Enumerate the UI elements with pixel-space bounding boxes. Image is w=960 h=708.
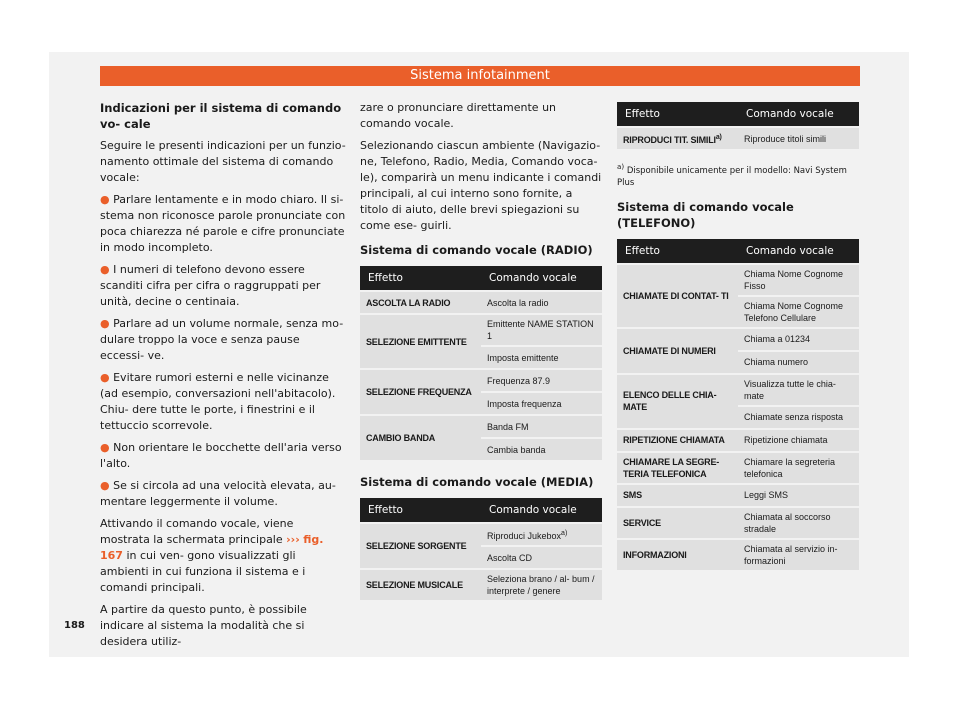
effect-cell bbox=[360, 570, 481, 600]
media-commands-table-continued bbox=[617, 100, 859, 151]
bullet-icon: ● bbox=[100, 193, 114, 206]
effect-cell bbox=[360, 292, 481, 313]
paragraph-text: Attivando il comando vocale, viene mostrata la schermata principale bbox=[100, 517, 294, 546]
paragraph: A partire da questo punto, è possibile indicare al sistema la modalità che si desidera utiliz- bbox=[100, 603, 307, 648]
effect-label: INFORMAZIONI bbox=[623, 549, 687, 560]
effect-label: CAMBIO BANDA bbox=[366, 433, 436, 443]
effect-cell bbox=[617, 430, 738, 451]
text-column-3 bbox=[617, 100, 859, 572]
page-header-title: Sistema infotainment bbox=[410, 68, 550, 83]
table-row bbox=[617, 329, 859, 350]
effect-cell bbox=[360, 416, 481, 460]
command-cell bbox=[481, 570, 602, 600]
command-text: Seleziona brano / al- bum / interprete / genere bbox=[487, 574, 595, 596]
section-heading: Indicazioni per il sistema di comando vo- cale bbox=[100, 101, 342, 131]
bullet-item bbox=[100, 262, 346, 310]
header-command: Comando vocale bbox=[738, 239, 859, 263]
command-cell bbox=[738, 508, 859, 538]
footnote bbox=[617, 161, 859, 189]
command-text: Chiama Nome Cognome Telefono Cellulare bbox=[744, 300, 844, 323]
table-row bbox=[617, 540, 859, 570]
command-text: Ascolta la radio bbox=[487, 297, 549, 308]
paragraph: Selezionando ciascun ambiente (Navigazio- ne, Telefono, Radio, Media, Comando voca- le), comparirà un menu indicante i comandi principali, al cui interno sono fornite, a titolo di aiuto, delle brevi spiegazioni su come ese- guirli. bbox=[360, 139, 602, 232]
effect-label: CHIAMATE DI NUMERI bbox=[623, 345, 716, 356]
table-header-row bbox=[617, 102, 859, 126]
command-text: Chiama a 01234 bbox=[744, 334, 811, 345]
command-text: Chiama numero bbox=[744, 357, 809, 368]
paragraph-text: in cui ven- gono visualizzati gli ambienti in cui funziona il sistema e i comandi principali. bbox=[100, 549, 306, 594]
command-text: Ascolta CD bbox=[487, 552, 533, 563]
command-cell bbox=[481, 370, 602, 391]
table-header-row bbox=[360, 266, 602, 290]
table-row bbox=[617, 485, 859, 506]
command-text: Chiamata al servizio in- formazioni bbox=[744, 543, 838, 566]
effect-label: SELEZIONE EMITTENTE bbox=[366, 336, 467, 347]
bullet-list bbox=[100, 192, 346, 510]
footnote-ref: a) bbox=[561, 529, 568, 537]
command-cell bbox=[738, 329, 859, 350]
radio-table-heading: Sistema di comando vocale (RADIO) bbox=[360, 243, 593, 257]
telefono-commands-table bbox=[617, 237, 859, 572]
page-number: 188 bbox=[64, 620, 85, 631]
effect-cell bbox=[617, 128, 738, 149]
header-effect: Effetto bbox=[360, 266, 481, 290]
media-table-heading: Sistema di comando vocale (MEDIA) bbox=[360, 475, 594, 489]
text-column-1 bbox=[100, 100, 346, 656]
effect-label: SELEZIONE SORGENTE bbox=[366, 541, 467, 551]
telefono-table-heading: Sistema di comando vocale (TELEFONO) bbox=[617, 199, 794, 230]
command-cell bbox=[738, 430, 859, 451]
effect-cell bbox=[360, 370, 481, 414]
bullet-item bbox=[100, 192, 346, 256]
command-text: Frequenza 87.9 bbox=[487, 375, 551, 386]
header-command: Comando vocale bbox=[481, 266, 602, 290]
table-row bbox=[617, 375, 859, 405]
table-row bbox=[617, 430, 859, 451]
effect-label: ASCOLTA LA RADIO bbox=[366, 297, 451, 308]
bullet-text: Non orientare le bocchette dell'aria verso l'alto. bbox=[100, 441, 342, 470]
command-cell bbox=[481, 524, 602, 545]
intro-paragraph: Seguire le presenti indicazioni per un funzio- namento ottimale del sistema di comando vocale: bbox=[100, 139, 346, 184]
paragraph bbox=[100, 516, 346, 596]
bullet-item bbox=[100, 440, 346, 472]
table-row bbox=[617, 265, 859, 295]
effect-label: SELEZIONE FREQUENZA bbox=[366, 387, 472, 397]
table-row bbox=[360, 315, 602, 345]
command-cell bbox=[738, 540, 859, 570]
command-cell bbox=[738, 128, 859, 149]
command-text: Ripetizione chiamata bbox=[744, 435, 828, 446]
command-text: Chiama Nome Cognome Fisso bbox=[744, 268, 844, 291]
effect-cell bbox=[617, 540, 738, 570]
command-cell bbox=[481, 292, 602, 313]
command-text: Emittente NAME STATION 1 bbox=[487, 319, 594, 341]
effect-label: CHIAMARE LA SEGRE- TERIA TELEFONICA bbox=[623, 456, 720, 479]
bullet-item bbox=[100, 478, 346, 510]
bullet-icon: ● bbox=[100, 479, 114, 492]
table-row bbox=[360, 416, 602, 437]
effect-label: RIPRODUCI TIT. SIMILI bbox=[623, 134, 716, 145]
effect-label: SELEZIONE MUSICALE bbox=[366, 580, 463, 590]
command-cell bbox=[738, 485, 859, 506]
command-text: Riproduci Jukebox bbox=[487, 530, 562, 541]
command-cell bbox=[738, 265, 859, 295]
command-text: Leggi SMS bbox=[744, 490, 789, 501]
header-effect: Effetto bbox=[617, 239, 738, 263]
bullet-icon: ● bbox=[100, 317, 114, 330]
header-command: Comando vocale bbox=[738, 102, 859, 126]
bullet-item bbox=[100, 370, 346, 434]
command-cell bbox=[481, 347, 602, 368]
table-row bbox=[360, 292, 602, 313]
radio-commands-table bbox=[360, 264, 602, 462]
table-header-row bbox=[360, 498, 602, 522]
effect-cell bbox=[360, 315, 481, 368]
footnote-mark: a) bbox=[617, 162, 625, 171]
command-cell bbox=[481, 439, 602, 460]
command-cell bbox=[481, 315, 602, 345]
command-text: Visualizza tutte le chia- mate bbox=[744, 378, 836, 401]
page-header-bar bbox=[100, 66, 860, 86]
bullet-icon: ● bbox=[100, 371, 114, 384]
figure-link[interactable]: fig. 167 bbox=[100, 533, 324, 562]
effect-label: SERVICE bbox=[623, 517, 661, 528]
bullet-text: Parlare ad un volume normale, senza mo- dulare troppo la voce e senza pause eccessi- ve. bbox=[100, 317, 344, 362]
command-cell bbox=[738, 352, 859, 373]
command-cell bbox=[481, 393, 602, 414]
command-text: Riproduce titoli simili bbox=[744, 133, 827, 144]
bullet-text: Evitare rumori esterni e nelle vicinanze (ad esempio, conversazioni nell'abitacolo). Chiu- dere tutte le porte, i finestrini e il tettuccio scorrevole. bbox=[100, 371, 336, 432]
command-text: Imposta emittente bbox=[487, 352, 559, 363]
header-effect: Effetto bbox=[617, 102, 738, 126]
effect-cell bbox=[617, 329, 738, 373]
footnote-text: Disponibile unicamente per il modello: Navi System Plus bbox=[617, 165, 847, 188]
table-header-row bbox=[617, 239, 859, 263]
table-row bbox=[360, 570, 602, 600]
header-command: Comando vocale bbox=[481, 498, 602, 522]
table-row bbox=[360, 370, 602, 391]
command-text: Chiamate senza risposta bbox=[744, 412, 844, 423]
table-row bbox=[360, 524, 602, 545]
effect-cell bbox=[617, 485, 738, 506]
table-row bbox=[617, 508, 859, 538]
bullet-text: I numeri di telefono devono essere scanditi cifra per cifra o raggruppati per unità, decine o centinaia. bbox=[100, 263, 321, 308]
command-cell bbox=[738, 453, 859, 483]
effect-cell bbox=[617, 265, 738, 327]
effect-cell bbox=[617, 453, 738, 483]
text-column-2 bbox=[360, 100, 602, 602]
bullet-text: Se si circola ad una velocità elevata, au- mentare leggermente il volume. bbox=[100, 479, 336, 508]
command-text: Banda FM bbox=[487, 421, 529, 432]
effect-label: SMS bbox=[623, 490, 642, 501]
command-cell bbox=[738, 297, 859, 327]
table-row bbox=[617, 128, 859, 149]
command-text: Chiamata al soccorso stradale bbox=[744, 511, 831, 534]
command-cell bbox=[738, 375, 859, 405]
command-cell bbox=[738, 407, 859, 428]
effect-cell bbox=[617, 508, 738, 538]
effect-cell bbox=[617, 375, 738, 428]
command-text: Imposta frequenza bbox=[487, 398, 562, 409]
arrow-icon: ››› bbox=[286, 533, 300, 546]
command-cell bbox=[481, 547, 602, 568]
bullet-icon: ● bbox=[100, 441, 114, 454]
command-cell bbox=[481, 416, 602, 437]
effect-label: RIPETIZIONE CHIAMATA bbox=[623, 435, 725, 446]
effect-label: CHIAMATE DI CONTAT- TI bbox=[623, 290, 729, 301]
bullet-text: Parlare lentamente e in modo chiaro. Il si- stema non riconosce parole pronunciate con poca chiarezza né parole e cifre pronunciate in modo incompleto. bbox=[100, 193, 346, 254]
effect-label: ELENCO DELLE CHIA- MATE bbox=[623, 390, 717, 413]
bullet-item bbox=[100, 316, 346, 364]
table-row bbox=[617, 453, 859, 483]
media-commands-table bbox=[360, 496, 602, 602]
paragraph: zare o pronunciare direttamente un comando vocale. bbox=[360, 101, 557, 130]
bullet-icon: ● bbox=[100, 263, 114, 276]
command-text: Cambia banda bbox=[487, 444, 546, 455]
effect-cell bbox=[360, 524, 481, 568]
footnote-ref: a) bbox=[715, 133, 722, 141]
command-text: Chiamare la segreteria telefonica bbox=[744, 456, 836, 479]
header-effect: Effetto bbox=[360, 498, 481, 522]
